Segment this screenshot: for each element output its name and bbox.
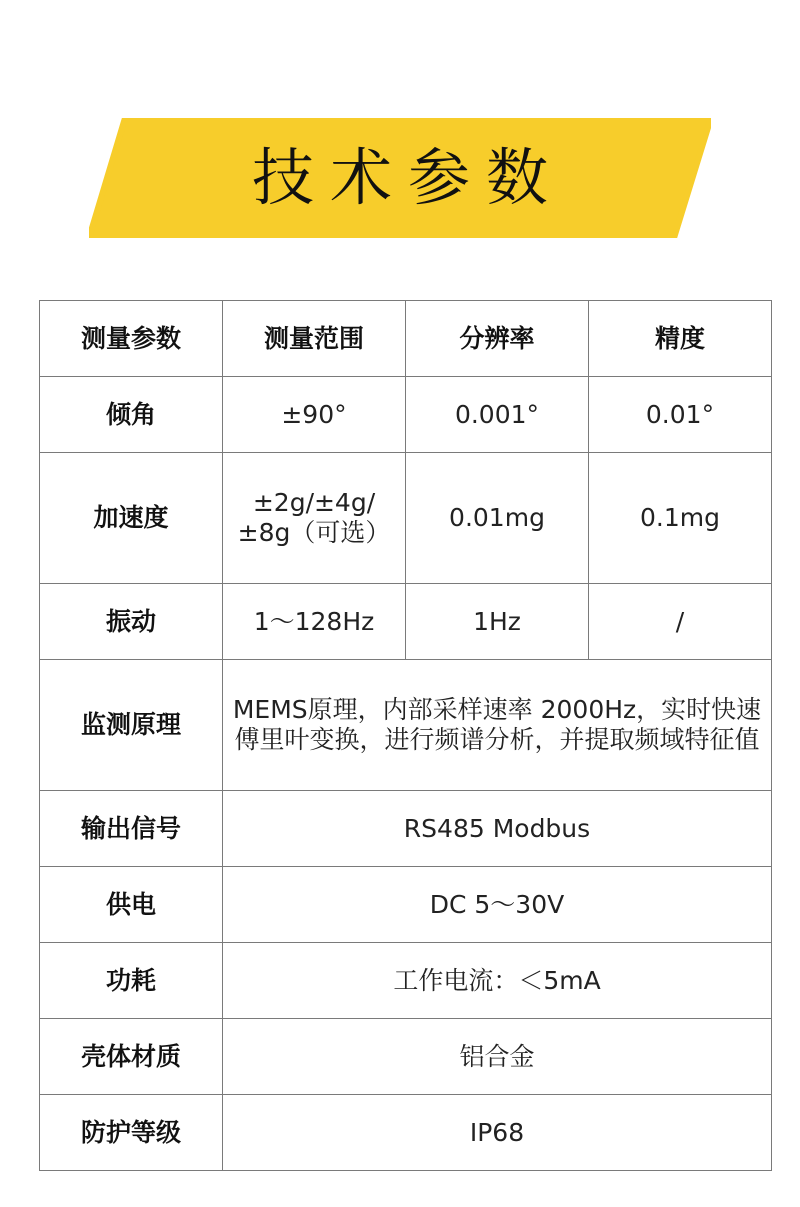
value-cell: MEMS原理，内部采样速率 2000Hz，实时快速傅里叶变换，进行频谱分析，并提取频域特征值 [223, 660, 772, 791]
value-cell: 工作电流：＜5mA [223, 943, 772, 1019]
value-cell: 铝合金 [223, 1019, 772, 1095]
table-row-consumption [40, 943, 772, 1019]
row-label: 输出信号 [40, 791, 223, 867]
row-label: 壳体材质 [40, 1019, 223, 1095]
table-header-row [40, 301, 772, 377]
value-cell: RS485 Modbus [223, 791, 772, 867]
header-range: 测量范围 [223, 301, 406, 377]
row-label: 倾角 [40, 377, 223, 453]
row-label: 防护等级 [40, 1095, 223, 1171]
range-cell: 1～128Hz [223, 584, 406, 660]
spec-table [39, 300, 772, 1171]
page-title: 技术参数 [251, 141, 564, 214]
table-row-power [40, 867, 772, 943]
range-cell: ±2g/±4g/±8g（可选） [223, 453, 406, 584]
resolution-cell: 0.001° [406, 377, 589, 453]
header-accuracy: 精度 [589, 301, 772, 377]
table-row-material [40, 1019, 772, 1095]
table-row-vibration [40, 584, 772, 660]
table-row-principle [40, 660, 772, 791]
title-banner [89, 118, 711, 238]
row-label: 加速度 [40, 453, 223, 584]
resolution-cell: 1Hz [406, 584, 589, 660]
value-cell: IP68 [223, 1095, 772, 1171]
table-row-tilt [40, 377, 772, 453]
accuracy-cell: / [589, 584, 772, 660]
accuracy-cell: 0.01° [589, 377, 772, 453]
table-row-protection [40, 1095, 772, 1171]
resolution-cell: 0.01mg [406, 453, 589, 584]
accuracy-cell: 0.1mg [589, 453, 772, 584]
table-row-acceleration [40, 453, 772, 584]
header-resolution: 分辨率 [406, 301, 589, 377]
row-label: 振动 [40, 584, 223, 660]
range-cell: ±90° [223, 377, 406, 453]
header-parameter: 测量参数 [40, 301, 223, 377]
value-cell: DC 5～30V [223, 867, 772, 943]
row-label: 供电 [40, 867, 223, 943]
row-label: 监测原理 [40, 660, 223, 791]
table-row-output [40, 791, 772, 867]
row-label: 功耗 [40, 943, 223, 1019]
